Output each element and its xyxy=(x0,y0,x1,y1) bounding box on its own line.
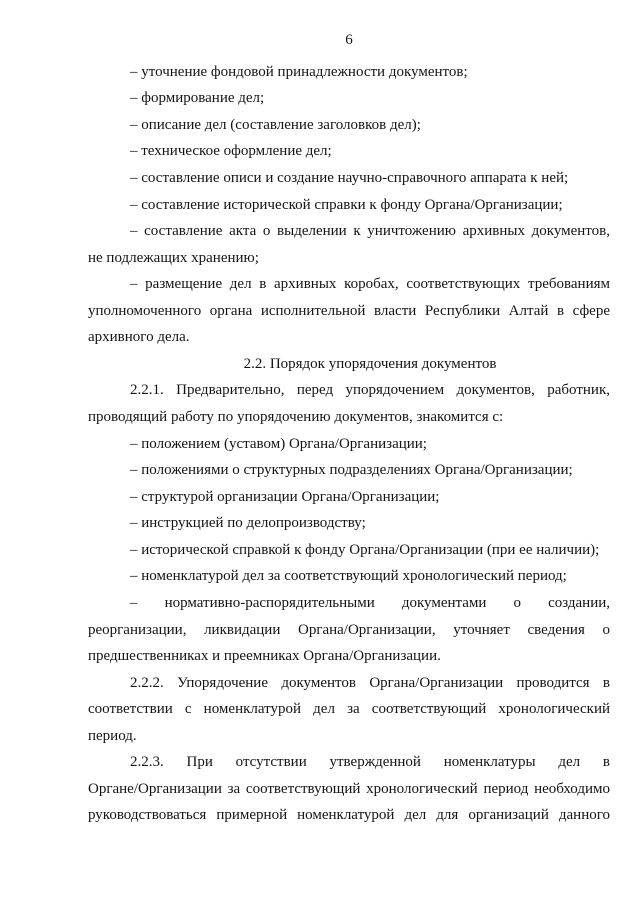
list-item xyxy=(88,457,610,484)
document-body xyxy=(88,59,610,829)
list-item xyxy=(88,218,610,271)
text-line: – уточнение фондовой принадлежности документов; xyxy=(130,63,468,80)
text-line: – размещение дел в архивных коробах, соответствующих требованиям xyxy=(130,276,610,293)
text-line: уполномоченного органа исполнительной власти Республики Алтай в сфере xyxy=(88,302,610,319)
text-line: – положением (уставом) Органа/Организации; xyxy=(130,435,427,452)
list-item xyxy=(88,510,610,537)
section-heading xyxy=(88,351,610,378)
text-line: 2.2.3. При отсутствии утвержденной номенклатуры дел в xyxy=(130,754,610,771)
text-line: Органе/Организации за соответствующий хронологический период необходимо xyxy=(88,780,610,797)
text-line: – формирование дел; xyxy=(130,90,265,107)
text-line: период. xyxy=(88,727,137,744)
text-line: 2.2.2. Упорядочение документов Органа/Организации проводится в xyxy=(130,674,610,691)
page-number: 6 xyxy=(345,32,353,48)
text-line: реорганизации, ликвидации Органа/Организации, уточняет сведения о xyxy=(88,621,610,638)
text-line: 2.2. Порядок упорядочения документов xyxy=(243,355,497,372)
text-line: – исторической справкой к фонду Органа/Организации (при ее наличии); xyxy=(130,541,600,558)
paragraph xyxy=(88,749,610,829)
list-item xyxy=(88,112,610,139)
list-item xyxy=(88,537,610,564)
text-line: – инструкцией по делопроизводству; xyxy=(130,515,366,532)
text-line: – положениями о структурных подразделениях Органа/Организации; xyxy=(130,462,573,479)
text-line: предшественниках и преемниках Органа/Организации. xyxy=(88,648,441,665)
text-line: – номенклатурой дел за соответствующий хронологический период; xyxy=(130,568,567,585)
paragraph xyxy=(88,377,610,430)
list-item xyxy=(88,431,610,458)
text-line: – составление акта о выделении к уничтожению архивных документов, xyxy=(130,223,610,240)
text-line: 2.2.1. Предварительно, перед упорядочением документов, работник, xyxy=(130,382,610,399)
list-item xyxy=(88,192,610,219)
text-line: – структурой организации Органа/Организации; xyxy=(130,488,440,505)
list-item xyxy=(88,563,610,590)
list-item xyxy=(88,85,610,112)
list-item xyxy=(88,271,610,351)
list-item xyxy=(88,165,610,192)
text-line: – техническое оформление дел; xyxy=(130,143,332,160)
list-item xyxy=(88,590,610,670)
text-line: проводящий работу по упорядочению документов, знакомится с: xyxy=(88,409,504,425)
list-item xyxy=(88,484,610,511)
text-line: архивного дела. xyxy=(88,329,190,346)
text-line: – нормативно-распорядительными документами о создании, xyxy=(130,594,610,611)
paragraph xyxy=(88,670,610,750)
list-item xyxy=(88,59,610,86)
text-line: соответствии с номенклатурой дел за соответствующий хронологический xyxy=(88,701,610,718)
text-line: – составление исторической справки к фонду Органа/Организации; xyxy=(130,196,563,213)
text-line: – составление описи и создание научно-справочного аппарата к ней; xyxy=(130,169,569,186)
text-line: – описание дел (составление заголовков дел); xyxy=(130,116,421,133)
text-line: руководствоваться примерной номенклатурой дел для организаций данного xyxy=(88,807,610,824)
text-line: не подлежащих хранению; xyxy=(88,249,259,266)
list-item xyxy=(88,138,610,165)
